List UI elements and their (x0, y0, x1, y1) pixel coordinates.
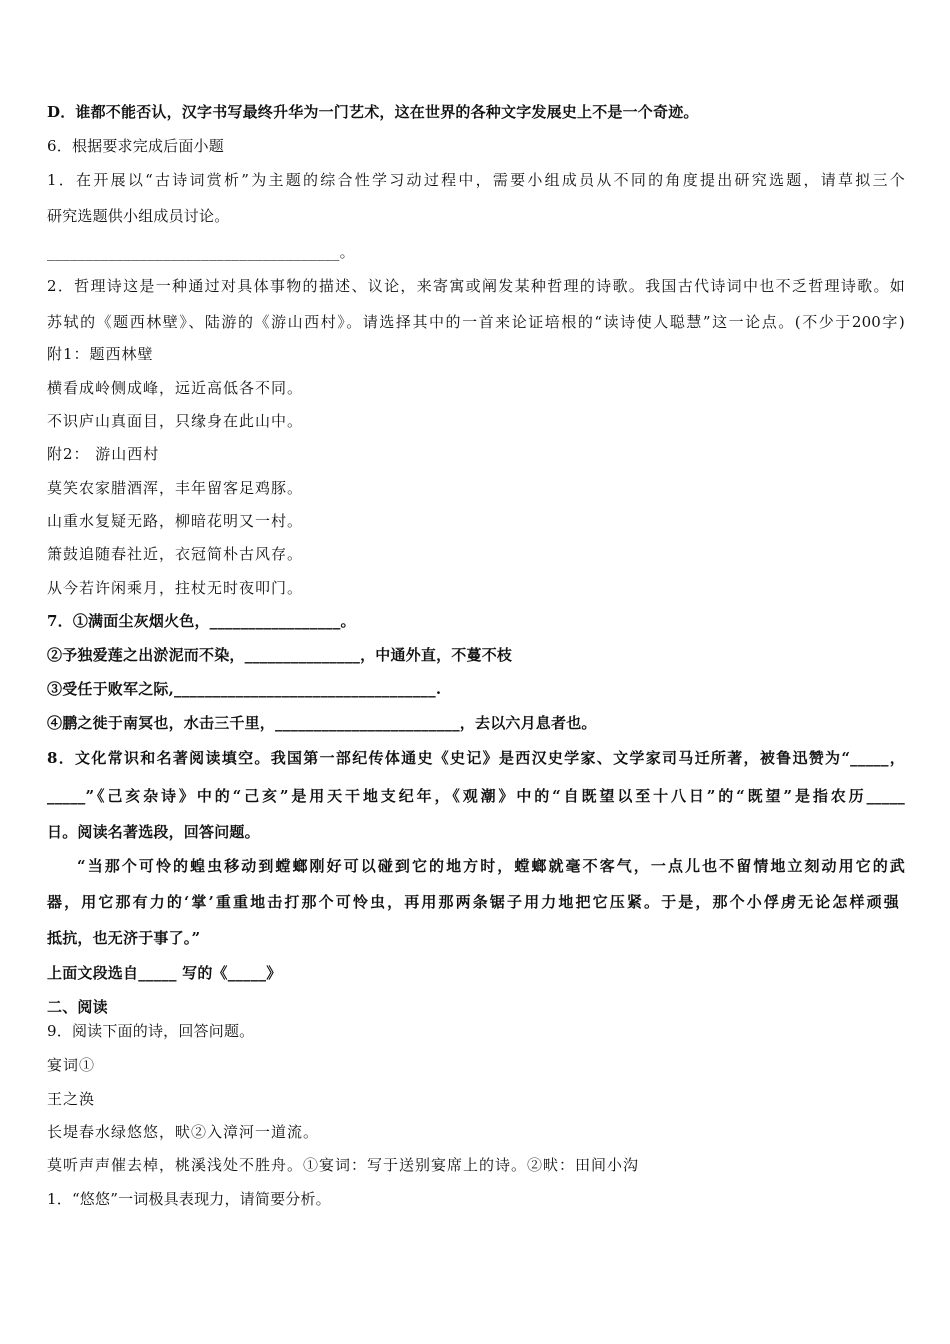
question-6-heading: 6．根据要求完成后面小题 (47, 137, 224, 155)
excerpt-line3: 抵抗，也无济于事了。” (47, 929, 201, 947)
q6-sub2-line2: 苏轼的《题西林壁》、陆游的《游山西村》。请选择其中的一首来论证培根的“读诗使人聪慧”这一论点。(不少于200字) (47, 313, 905, 331)
question-9-heading: 9．阅读下面的诗，回答问题。 (47, 1022, 255, 1040)
poem3-title: 宴词① (47, 1056, 96, 1074)
poem3-line1: 长堤春水绿悠悠，畎②入漳河一道流。 (47, 1123, 320, 1141)
poem2-line2: 山重水复疑无路，柳暗花明又一村。 (47, 512, 304, 530)
poem1-line2: 不识庐山真面目，只缘身在此山中。 (47, 412, 304, 430)
q6-sub2-line1: 2．哲理诗这是一种通过对具体事物的描述、议论，来寄寓或阐发某种哲理的诗歌。我国古代诗词中也不乏哲理诗歌。如 (47, 277, 905, 295)
question-7-item1: 7．①满面尘灰烟火色，_________________。 (47, 612, 356, 630)
question-9-sub1: 1．“悠悠”一词极具表现力，请简要分析。 (47, 1190, 331, 1208)
q6-sub1-line1: 1．在开展以“古诗词赏析”为主题的综合性学习动过程中，需要小组成员从不同的角度提出研究选题，请草拟三个 (47, 171, 905, 189)
poem3-author: 王之涣 (47, 1090, 96, 1108)
answer-blank: ______________________________________。 (47, 243, 355, 261)
poem3-line2-notes: 莫听声声催去棹，桃溪浅处不胜舟。①宴词：写于送别宴席上的诗。②畎：田间小沟 (47, 1156, 640, 1174)
section-heading-reading: 二、阅读 (47, 998, 108, 1016)
poem2-line3: 箫鼓追随春社近，衣冠简朴古风存。 (47, 545, 304, 563)
poem2-title: 附2： 游山西村 (47, 445, 160, 463)
excerpt-source-question: 上面文段选自_____ 写的《_____》 (47, 964, 282, 982)
option-d: D．谁都不能否认，汉字书写最终升华为一门艺术，这在世界的各种文字发展史上不是一个奇迹。 (47, 103, 699, 121)
question-7-item4: ④鹏之徙于南冥也，水击三千里，________________________，去以六月息者也。 (47, 714, 597, 732)
poem2-line1: 莫笑农家腊酒浑，丰年留客足鸡豚。 (47, 479, 304, 497)
question-7-item3: ③受任于败军之际,__________________________________. (47, 680, 442, 698)
poem1-title: 附1：题西林壁 (47, 345, 154, 363)
poem1-line1: 横看成岭侧成峰，远近高低各不同。 (47, 379, 304, 397)
question-8-line1: 8．文化常识和名著阅读填空。我国第一部纪传体通史《史记》是西汉史学家、文学家司马迁所著，被鲁迅赞为“_____， (47, 749, 905, 767)
question-8-line2: _____”《己亥杂诗》中的“己亥”是用天干地支纪年，《观潮》中的“自既望以至十八日”的“既望”是指农历_____ (47, 787, 905, 805)
poem2-line4: 从今若许闲乘月，拄杖无时夜叩门。 (47, 579, 304, 597)
excerpt-line2: 器，用它那有力的‘掌’重重地击打那个可怜虫，再用那两条锯子用力地把它压紧。于是，那个小俘虏无论怎样顽强 (47, 893, 899, 911)
question-7-item2: ②予独爱莲之出淤泥而不染，_______________，中通外直，不蔓不枝 (47, 646, 513, 664)
q6-sub1-line2: 研究选题供小组成员讨论。 (47, 207, 230, 225)
excerpt-line1: “当那个可怜的蝗虫移动到螳螂刚好可以碰到它的地方时，螳螂就毫不客气，一点儿也不留情地立刻动用它的武 (77, 857, 905, 875)
question-8-line3: 日。阅读名著选段，回答问题。 (47, 823, 260, 841)
